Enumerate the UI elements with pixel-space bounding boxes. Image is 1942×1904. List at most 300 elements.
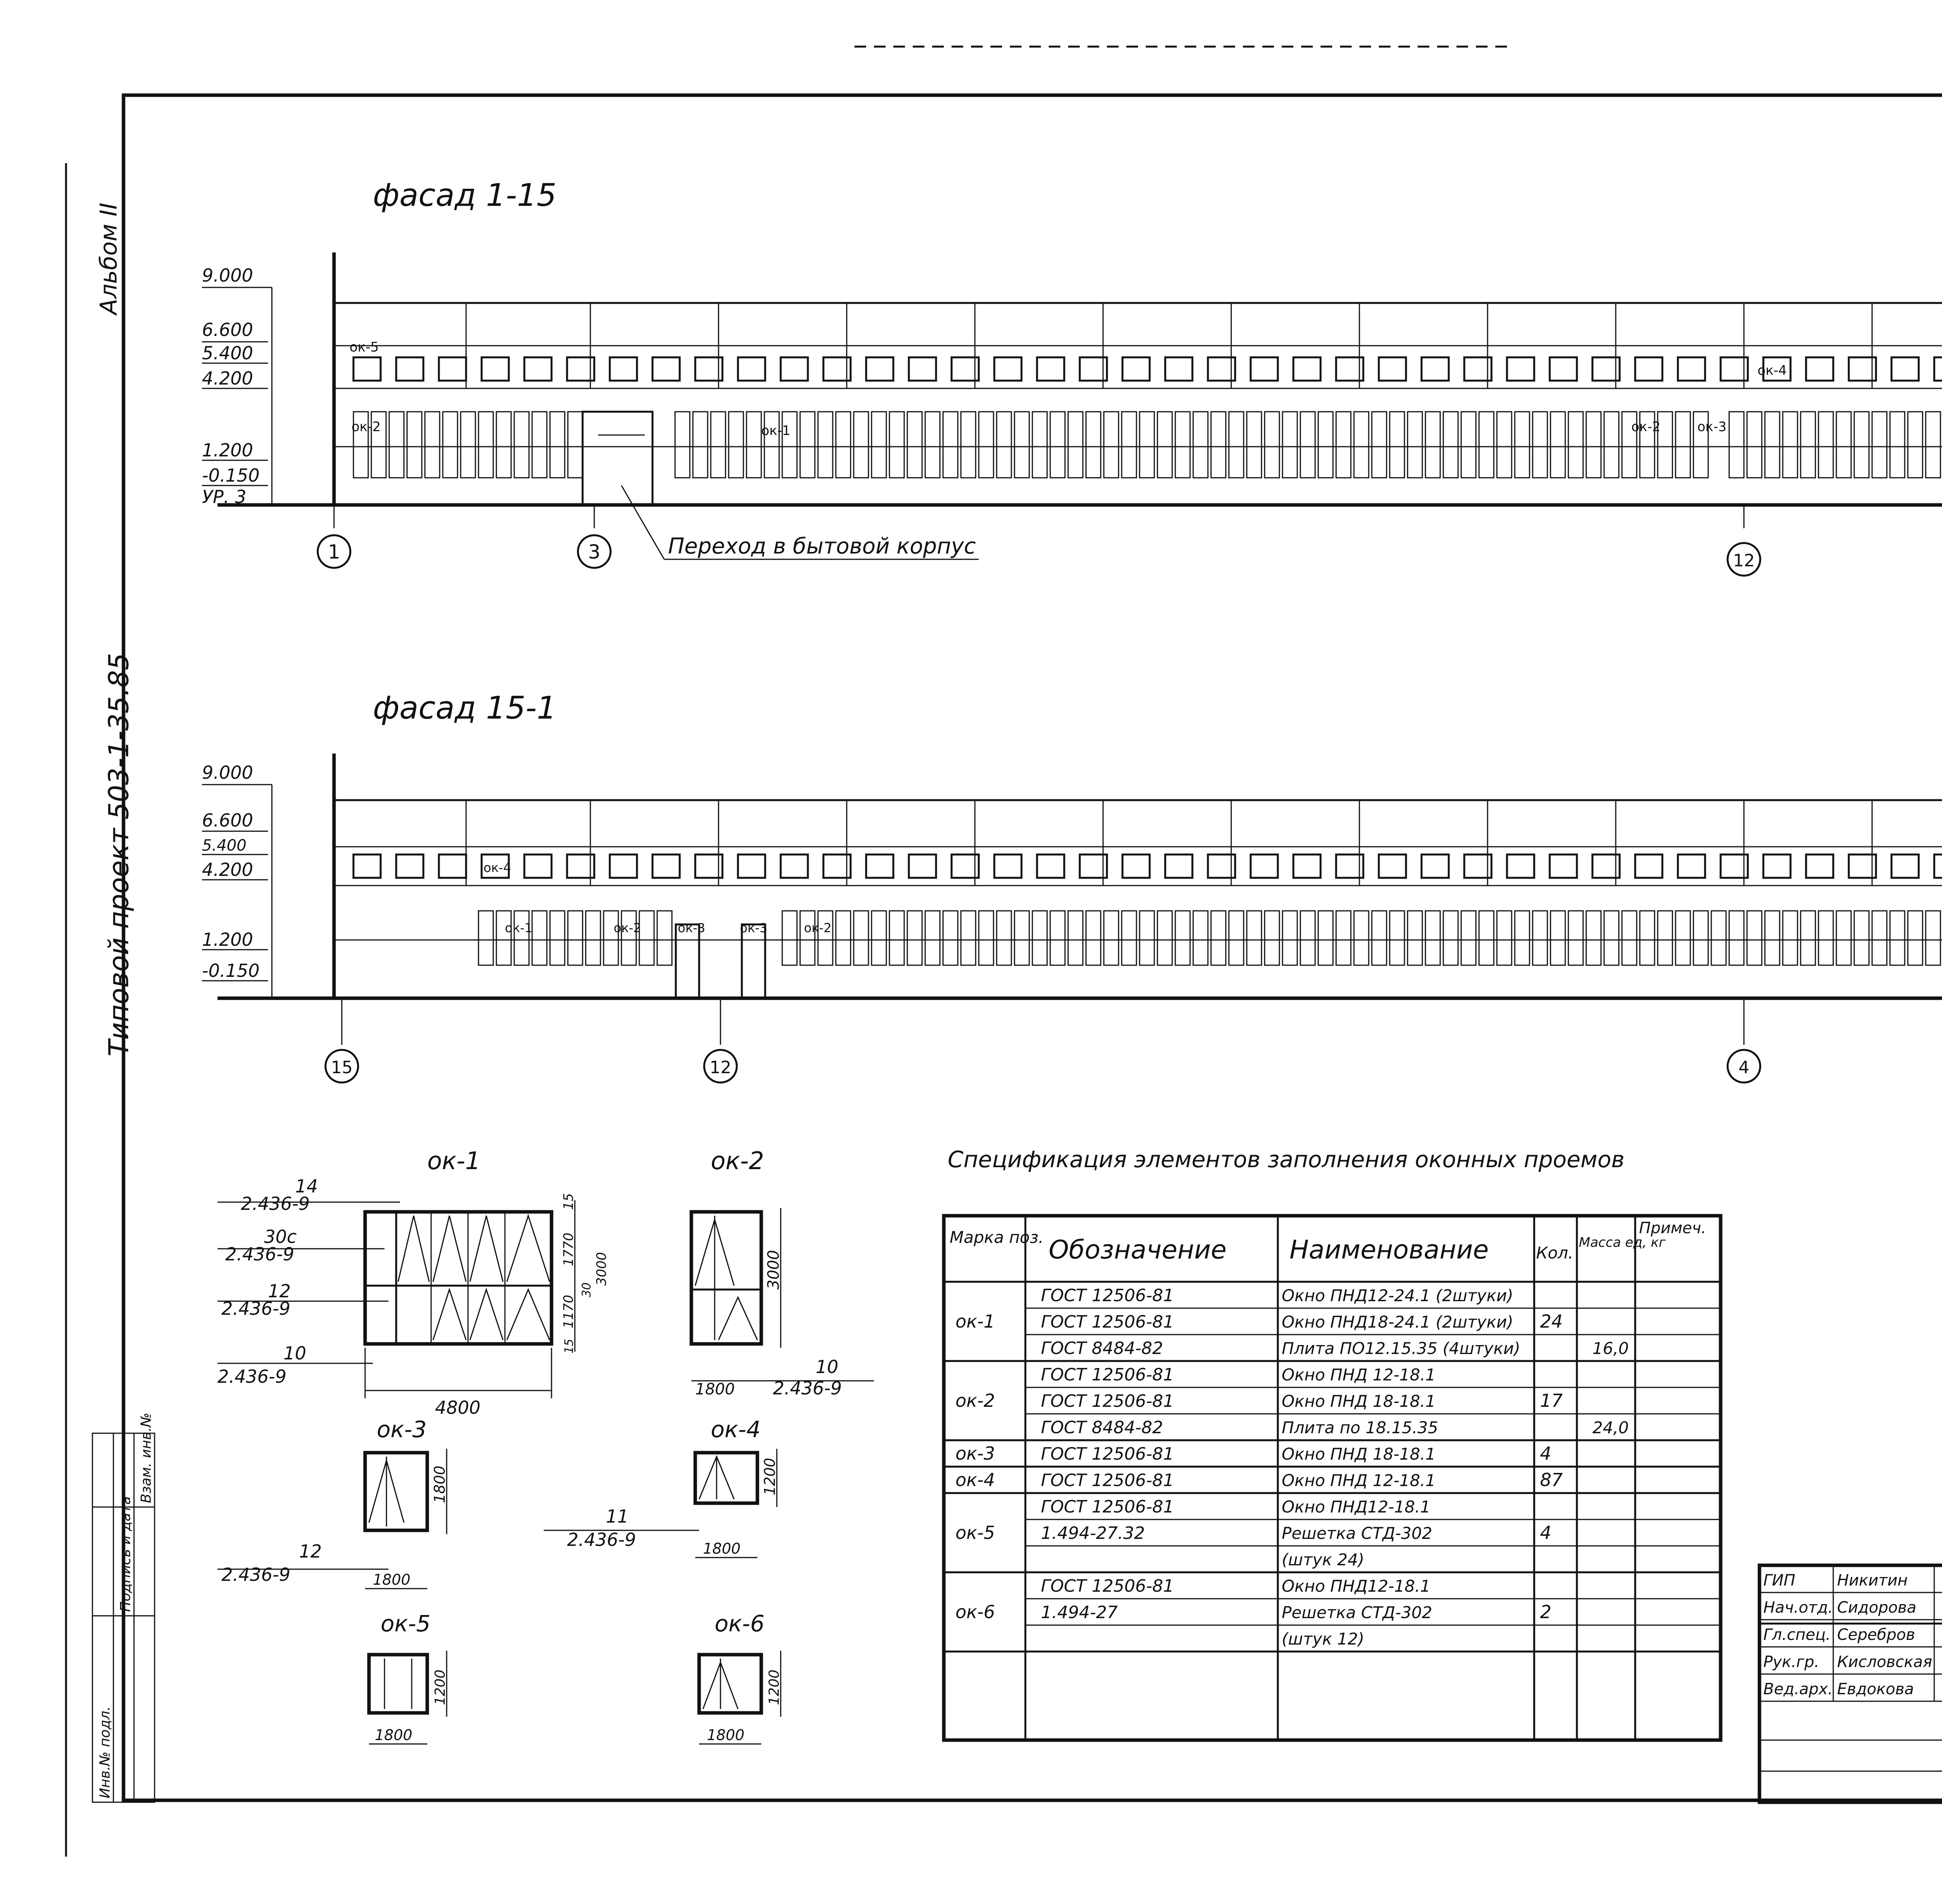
lower-window-sash (1854, 412, 1869, 478)
lower-window-sash (1193, 412, 1208, 478)
facade-15-1 (202, 690, 1942, 1083)
lower-window-sash (889, 412, 904, 478)
lower-window-sash (1050, 412, 1065, 478)
ok1-dim-30c: 30с (264, 1226, 297, 1247)
lower-window-sash (532, 911, 547, 965)
lower-window-sash (479, 911, 493, 965)
lower-window-sash (1229, 412, 1244, 478)
stamp-replace-label: Взам. инв.№ (138, 1413, 154, 1503)
axis-bot-15: 15 (331, 1058, 353, 1077)
lower-window-sash (1604, 911, 1619, 965)
facade-bottom-lower-windows (479, 911, 1942, 965)
spec-mark: ок-4 (955, 1469, 995, 1490)
spec-name: Окно ПНД12-18.1 (1282, 1497, 1431, 1516)
lower-window-sash (1568, 412, 1583, 478)
spec-mark: ок-1 (955, 1311, 995, 1332)
spec-qty: 24 (1540, 1311, 1563, 1332)
level-top-4200: 4.200 (202, 368, 253, 389)
lower-window-sash (907, 412, 922, 478)
level-bot-9000: 9.000 (202, 762, 253, 783)
upper-window (1422, 855, 1449, 878)
lower-window-sash (872, 911, 886, 965)
upper-window (653, 855, 680, 878)
lower-window-sash (711, 412, 726, 478)
lower-window-sash (443, 412, 458, 478)
lower-window-sash (1515, 911, 1530, 965)
lower-window-sash (1032, 412, 1047, 478)
lower-window-sash (1658, 911, 1672, 965)
spec-hdr-mark: Марка поз. (950, 1228, 1044, 1247)
level-bot-1200: 1.200 (202, 929, 253, 950)
upper-window (866, 855, 893, 878)
spec-mass: 16,0 (1592, 1339, 1629, 1358)
ok1-dim-mark1: 2.436-9 (241, 1193, 310, 1214)
lower-window-sash (818, 911, 833, 965)
spec-table (944, 1146, 1721, 1740)
level-top-1200: 1.200 (202, 440, 253, 461)
lower-window-sash (1461, 412, 1476, 478)
upper-window (353, 357, 381, 381)
upper-window (439, 357, 466, 381)
lower-window-sash (764, 412, 779, 478)
margin-label-project: Типовой проект 503-1-35.85 (103, 653, 135, 1056)
lower-window-sash (1443, 412, 1458, 478)
lower-window-sash (532, 412, 547, 478)
lower-window-sash (872, 412, 886, 478)
spec-designation: ГОСТ 12506-81 (1041, 1312, 1174, 1332)
lower-window-sash (1550, 412, 1565, 478)
spec-name: Окно ПНД18-24.1 (2штуки) (1282, 1312, 1514, 1331)
ok1-dim-4800: 4800 (435, 1397, 481, 1418)
detail-ok1-title: ок-1 (427, 1147, 481, 1175)
upper-window (781, 855, 808, 878)
lower-window-sash (1050, 911, 1065, 965)
spec-name: Плита ПО12.15.35 (4штуки) (1282, 1339, 1521, 1358)
spec-qty: 87 (1540, 1469, 1563, 1490)
facade-top-label-ok3: ок-3 (1697, 419, 1727, 435)
signature-name: Никитин (1837, 1572, 1908, 1589)
lower-window-sash (1390, 911, 1404, 965)
signature-name: Серебров (1837, 1626, 1915, 1644)
upper-window (1507, 357, 1534, 381)
facade-bottom-label-ok2b: ок-2 (804, 921, 832, 935)
lower-window-sash (1676, 911, 1690, 965)
stamp-sign-label: Подпись и дата (118, 1496, 134, 1612)
axis-bot-12: 12 (710, 1058, 731, 1077)
lower-window-sash (550, 911, 565, 965)
spec-qty: 4 (1540, 1443, 1552, 1464)
ok2-dim-mark: 2.436-9 (773, 1378, 842, 1399)
ok2-dim-10: 10 (816, 1356, 839, 1377)
upper-window (1037, 855, 1064, 878)
facade-top-level-marks (202, 265, 272, 507)
lower-window-sash (1461, 911, 1476, 965)
lower-window-sash (1408, 911, 1422, 965)
upper-window (738, 357, 765, 381)
ok1-dim-3000: 3000 (594, 1252, 609, 1286)
spec-name: (штук 12) (1282, 1629, 1364, 1648)
lower-window-sash (979, 412, 994, 478)
ok2-dim-3000: 3000 (765, 1250, 783, 1290)
spec-designation: ГОСТ 12506-81 (1041, 1471, 1174, 1490)
spec-name: Решетка СТД-302 (1282, 1603, 1432, 1622)
lower-window-sash (1908, 911, 1923, 965)
upper-window (396, 855, 423, 878)
spec-name: Плита по 18.15.35 (1282, 1418, 1438, 1437)
spec-hdr-designation: Обозначение (1049, 1235, 1227, 1265)
lower-window-sash (1533, 911, 1547, 965)
ok3-dim-1800h: 1800 (373, 1571, 411, 1588)
lower-window-sash (693, 412, 708, 478)
lower-window-sash (1157, 412, 1172, 478)
upper-window (1934, 357, 1942, 381)
upper-window (653, 357, 680, 381)
facade-top-label-ok2b: ок-2 (1631, 419, 1661, 435)
ok6-dim-1200: 1200 (766, 1669, 782, 1705)
lower-window-sash (1836, 412, 1851, 478)
spec-mark: ок-6 (955, 1601, 995, 1622)
lower-window-sash (729, 412, 743, 478)
lower-window-sash (1122, 911, 1136, 965)
lower-window-sash (1747, 911, 1762, 965)
lower-window-sash (1300, 412, 1315, 478)
lower-window-sash (1157, 911, 1172, 965)
lower-window-sash (1765, 911, 1780, 965)
facade-bottom-label-ok3b: ок-3 (740, 921, 767, 935)
facade-1-15 (202, 177, 1942, 576)
level-bot-4200: 4.200 (202, 859, 253, 880)
lower-window-sash (425, 412, 440, 478)
lower-window-sash (1890, 911, 1905, 965)
facade-top-callout: Переход в бытовой корпус (668, 534, 976, 559)
lower-window-sash (1032, 911, 1047, 965)
lower-window-sash (1640, 911, 1655, 965)
lower-window-sash (407, 412, 422, 478)
detail-ok3-title: ок-3 (377, 1416, 427, 1443)
upper-window (781, 357, 808, 381)
lower-window-sash (1015, 911, 1029, 965)
signature-name: Кисловская (1837, 1653, 1932, 1671)
spec-designation: 1.494-27 (1041, 1603, 1118, 1622)
lower-window-sash (1211, 412, 1226, 478)
title-block-signatures (1759, 1572, 1942, 1698)
lower-window-sash (1086, 412, 1101, 478)
spec-mark: ок-3 (955, 1443, 995, 1464)
lower-window-sash (925, 911, 940, 965)
upper-window (1165, 855, 1192, 878)
lower-window-sash (943, 412, 958, 478)
lower-window-sash (836, 911, 851, 965)
lower-window-sash (1104, 911, 1119, 965)
spec-hdr-mass: Масса ед, кг (1579, 1235, 1666, 1250)
signature-role: Вед.арх. (1763, 1680, 1833, 1698)
spec-name: Окно ПНД 12-18.1 (1282, 1365, 1436, 1384)
spec-designation: ГОСТ 12506-81 (1041, 1365, 1174, 1385)
signature-role: ГИП (1763, 1572, 1796, 1589)
lower-window-sash (550, 412, 565, 478)
signature-name: Евдокова (1837, 1680, 1914, 1698)
lower-window-sash (1211, 911, 1226, 965)
ok1-dim-10: 10 (284, 1343, 306, 1364)
level-top-m0150: -0.150 (202, 465, 260, 486)
upper-window (1806, 855, 1833, 878)
spec-designation: 1.494-27.32 (1041, 1523, 1145, 1543)
spec-designation: ГОСТ 12506-81 (1041, 1444, 1174, 1464)
lower-window-sash (1425, 911, 1440, 965)
upper-window (1293, 357, 1321, 381)
lower-window-sash (1372, 911, 1387, 965)
upper-window (994, 357, 1021, 381)
lower-window-sash (1872, 911, 1887, 965)
facade-bottom-level-marks (202, 762, 272, 998)
facade-top-axes (318, 505, 1942, 576)
lower-window-sash (1872, 412, 1887, 478)
lower-window-sash (961, 911, 976, 965)
lower-window-sash (496, 911, 511, 965)
facade-bottom-label-ok3a: ок-3 (678, 921, 705, 935)
ok5-dim-1200: 1200 (432, 1669, 448, 1705)
ok1-dim-12: 12 (268, 1281, 291, 1302)
upper-window (1422, 357, 1449, 381)
window-details (218, 1147, 874, 1744)
ok2-dim-1800: 1800 (695, 1380, 735, 1398)
lower-window-sash (1801, 911, 1815, 965)
lower-window-sash (586, 911, 600, 965)
signature-role: Рук.гр. (1763, 1653, 1819, 1671)
lower-window-sash (925, 412, 940, 478)
lower-window-sash (1247, 412, 1262, 478)
lower-window-sash (1175, 412, 1190, 478)
upper-window (439, 855, 466, 878)
spec-designation: ГОСТ 8484-82 (1041, 1418, 1163, 1438)
upper-window (909, 855, 936, 878)
lower-window-sash (1890, 412, 1905, 478)
lower-window-sash (1586, 412, 1601, 478)
upper-window (1251, 357, 1278, 381)
lower-window-sash (479, 412, 493, 478)
upper-window (1122, 855, 1150, 878)
lower-window-sash (1068, 412, 1083, 478)
facade-bottom-label-ok1: ок-1 (505, 921, 532, 935)
upper-window (909, 357, 936, 381)
lower-window-sash (1229, 911, 1244, 965)
spec-title: Спецификация элементов заполнения оконных проемов (948, 1146, 1625, 1173)
lower-window-sash (1747, 412, 1762, 478)
spec-table-body (944, 1286, 1721, 1652)
ok4-dim-1200: 1200 (761, 1458, 778, 1495)
spec-designation: ГОСТ 12506-81 (1041, 1286, 1174, 1305)
lower-window-sash (1550, 911, 1565, 965)
upper-window (1635, 357, 1662, 381)
lower-window-sash (1515, 412, 1530, 478)
facade-top-label-ok4: ок-4 (1758, 363, 1787, 378)
upper-window (524, 855, 552, 878)
upper-window (1165, 357, 1192, 381)
upper-window (1037, 357, 1064, 381)
lower-window-sash (1408, 412, 1422, 478)
lower-window-sash (514, 412, 529, 478)
lower-window-sash (782, 911, 797, 965)
lower-window-sash (1372, 412, 1387, 478)
lower-window-sash (889, 911, 904, 965)
spec-name: Окно ПНД12-24.1 (2штуки) (1282, 1286, 1514, 1305)
lower-window-sash (1693, 911, 1708, 965)
lower-window-sash (997, 412, 1011, 478)
lower-window-sash (747, 412, 761, 478)
lower-window-sash (657, 911, 672, 965)
upper-window (1379, 855, 1406, 878)
spec-designation: ГОСТ 12506-81 (1041, 1391, 1174, 1411)
upper-window (1122, 357, 1150, 381)
spec-qty: 4 (1540, 1522, 1552, 1543)
facade-bottom-label-ok2a: ок-2 (614, 921, 641, 935)
spec-qty: 17 (1540, 1390, 1563, 1411)
lower-window-sash (1265, 412, 1279, 478)
lower-window-sash (818, 412, 833, 478)
lower-window-sash (1586, 911, 1601, 965)
lower-window-sash (496, 412, 511, 478)
spec-name: Решетка СТД-302 (1282, 1524, 1432, 1543)
lower-window-sash (979, 911, 994, 965)
upper-window (738, 855, 765, 878)
lower-window-sash (1783, 412, 1798, 478)
lower-window-sash (1783, 911, 1798, 965)
spec-designation: ГОСТ 12506-81 (1041, 1497, 1174, 1517)
title-block (1759, 1565, 1942, 1802)
lower-window-sash (1282, 412, 1297, 478)
lower-window-sash (1068, 911, 1083, 965)
axis-top-1: 1 (328, 541, 340, 563)
lower-window-sash (854, 412, 868, 478)
upper-window (1763, 855, 1791, 878)
spec-mass: 24,0 (1592, 1418, 1629, 1437)
upper-window (610, 357, 637, 381)
ok3-dim-1800v: 1800 (431, 1465, 448, 1503)
upper-window (1678, 357, 1705, 381)
facade-bottom-upper-windows (353, 855, 1942, 878)
spec-qty: 2 (1540, 1601, 1552, 1622)
lower-window-sash (1140, 412, 1154, 478)
detail-ok4-title: ок-4 (711, 1416, 761, 1443)
spec-designation: ГОСТ 12506-81 (1041, 1576, 1174, 1596)
upper-window (994, 855, 1021, 878)
lower-window-sash (568, 911, 583, 965)
lower-window-sash (1318, 911, 1333, 965)
ok1-dim-mark4: 2.436-9 (218, 1366, 287, 1387)
lower-window-sash (1711, 911, 1726, 965)
upper-window (610, 855, 637, 878)
lower-window-sash (1604, 412, 1619, 478)
lower-window-sash (1497, 412, 1512, 478)
ok1-dim-mark3: 2.436-9 (221, 1298, 291, 1319)
lower-window-sash (1336, 412, 1351, 478)
axis-top-3: 3 (588, 541, 600, 563)
facade-top-label-ok5: ок-5 (350, 339, 379, 355)
ok1-dim-15a: 15 (561, 1193, 576, 1210)
upper-window (524, 357, 552, 381)
lower-window-sash (1818, 412, 1833, 478)
lower-window-sash (461, 412, 475, 478)
lower-window-sash (1265, 911, 1279, 965)
upper-window (1678, 855, 1705, 878)
lower-window-sash (1425, 412, 1440, 478)
lower-window-sash (1086, 911, 1101, 965)
lower-window-sash (782, 412, 797, 478)
lower-window-sash (943, 911, 958, 965)
upper-window (482, 357, 509, 381)
ok1-dim-1170: 1170 (561, 1295, 576, 1328)
axis-bot-4: 4 (1738, 1058, 1749, 1077)
upper-window (1379, 357, 1406, 381)
signature-role: Нач.отд. (1763, 1599, 1833, 1617)
ok1-dim-15b: 15 (562, 1338, 576, 1354)
spec-name: (штук 24) (1282, 1550, 1364, 1569)
ok5-dim-1800: 1800 (375, 1726, 412, 1744)
ok1-dim-1770: 1770 (561, 1232, 576, 1266)
lower-window-sash (1926, 911, 1940, 965)
lower-window-sash (1479, 412, 1494, 478)
axis-top-12: 12 (1733, 551, 1755, 571)
lower-window-sash (639, 911, 654, 965)
spec-designation: ГОСТ 8484-82 (1041, 1338, 1163, 1358)
spec-name: Окно ПНД 18-18.1 (1282, 1445, 1436, 1464)
signature-role: Гл.спец. (1763, 1626, 1831, 1644)
facade-top-label-ok2a: ок-2 (352, 419, 381, 435)
lower-window-sash (1282, 911, 1297, 965)
lower-window-sash (1122, 412, 1136, 478)
upper-window (1507, 855, 1534, 878)
lower-window-sash (1497, 911, 1512, 965)
level-bot-m0150: -0.150 (202, 960, 260, 981)
lower-window-sash (1247, 911, 1262, 965)
lower-window-sash (1193, 911, 1208, 965)
facade-bottom-label-ok4: ок-4 (484, 860, 511, 875)
lower-window-sash (800, 911, 815, 965)
lower-window-sash (389, 412, 404, 478)
lower-window-sash (1354, 412, 1369, 478)
lower-window-sash (1300, 911, 1315, 965)
spec-name: Окно ПНД 18-18.1 (1282, 1392, 1436, 1411)
level-top-9000: 9.000 (202, 265, 253, 286)
upper-window (1892, 357, 1919, 381)
spec-name: Окно ПНД 12-18.1 (1282, 1471, 1436, 1490)
facade-top-title: фасад 1-15 (373, 177, 557, 213)
lower-window-sash (961, 412, 976, 478)
lower-window-sash (1908, 412, 1923, 478)
ok3-dim-mark: 2.436-9 (221, 1564, 291, 1585)
upper-window (353, 855, 381, 878)
lower-window-sash (1729, 911, 1744, 965)
lower-window-sash (1729, 412, 1744, 478)
level-bot-5400: 5.400 (202, 837, 247, 855)
lower-window-sash (514, 911, 529, 965)
lower-window-sash (1175, 911, 1190, 965)
signature-name: Сидорова (1837, 1599, 1917, 1617)
lower-window-sash (836, 412, 851, 478)
lower-window-sash (1443, 911, 1458, 965)
upper-window (1934, 855, 1942, 878)
lower-window-sash (1390, 412, 1404, 478)
ok6-dim-1800: 1800 (707, 1726, 745, 1744)
lower-window-sash (997, 911, 1011, 965)
ok1-dim-30: 30 (580, 1282, 593, 1297)
lower-window-sash (1926, 412, 1940, 478)
lower-window-sash (1622, 911, 1637, 965)
detail-ok6-title: ок-6 (715, 1610, 765, 1637)
lower-window-sash (1568, 911, 1583, 965)
detail-ok2-title: ок-2 (711, 1147, 764, 1175)
lower-window-sash (1479, 911, 1494, 965)
